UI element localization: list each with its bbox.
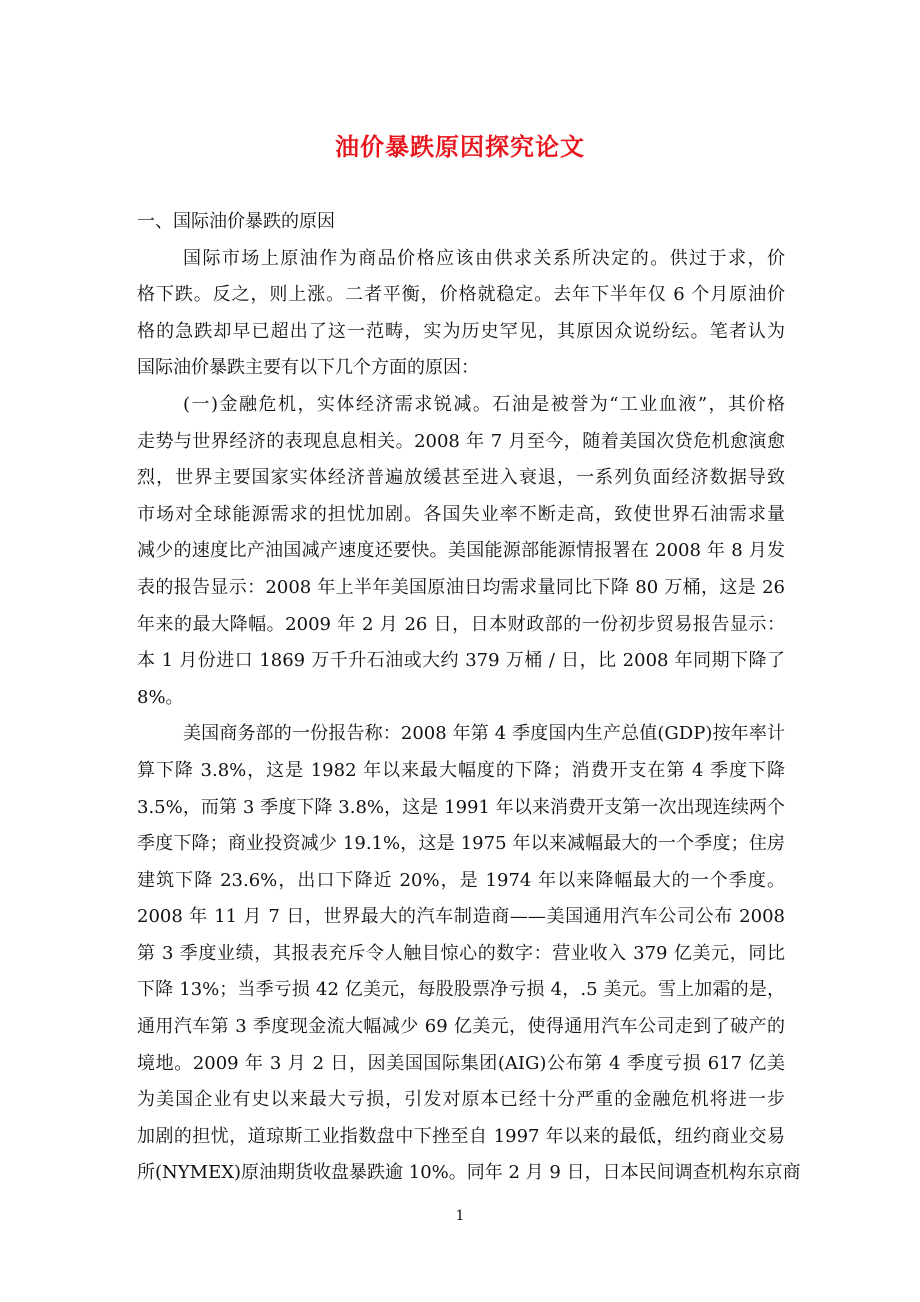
paragraph [137, 716, 801, 1192]
paragraph-line: 减少的速度比产油国减产速度还要快。美国能源部能源情报署在 2008 年 8 月发 [137, 540, 785, 562]
document-title: 油价暴跌原因探究论文 [335, 133, 585, 161]
paragraph-line: 格的急跌却早已超出了这一范畴，实为历史罕见，其原因众说纷纭。笔者认为 [137, 320, 785, 342]
paragraph-line: 季度下降；商业投资减少 19.1%，这是 1975 年以来减幅最大的一个季度；住房 [137, 833, 785, 855]
paragraph-line: 3.5%，而第 3 季度下降 3.8%，这是 1991 年以来消费开支第一次出现连续两个 [137, 796, 785, 818]
paragraph-line: 烈，世界主要国家实体经济普遍放缓甚至进入衰退，一系列负面经济数据导致 [137, 467, 785, 489]
paragraph-line: 加剧的担忧，道琼斯工业指数盘中下挫至自 1997 年以来的最低，纽约商业交易 [137, 1125, 785, 1147]
paragraph-line: 8%。 [137, 686, 184, 708]
document-body [137, 204, 801, 1192]
paragraph-line: 年来的最大降幅。2009 年 2 月 26 日，日本财政部的一份初步贸易报告显示： [137, 613, 785, 635]
paragraph-line: 第 3 季度业绩，其报表充斥令人触目惊心的数字：营业收入 379 亿美元，同比 [137, 942, 785, 964]
paragraph-line: 境地。2009 年 3 月 2 日，因美国国际集团(AIG)公布第 4 季度亏损 617 亿美 [137, 1052, 785, 1074]
paragraph-line: 国际油价暴跌主要有以下几个方面的原因： [137, 357, 479, 379]
paragraph-line: 市场对全球能源需求的担忧加剧。各国失业率不断走高，致使世界石油需求量 [137, 503, 785, 525]
paragraph-line: 下降 13%；当季亏损 42 亿美元，每股股票净亏损 4，.5 美元。雪上加霜的是， [137, 979, 785, 1001]
paragraph [137, 241, 785, 387]
paragraph [137, 387, 785, 716]
paragraph-line: 表的报告显示：2008 年上半年美国原油日均需求量同比下降 80 万桶，这是 26 [137, 576, 785, 598]
paragraphs [137, 241, 801, 1192]
section-heading: 一、国际油价暴跌的原因 [137, 211, 335, 232]
paragraph-line: 本 1 月份进口 1869 万千升石油或大约 379 万桶 / 日，比 2008 年同期下降了 [137, 650, 785, 672]
paragraph-line: 所(NYMEX)原油期货收盘暴跌逾 10%。同年 2 月 9 日，日本民间调查机构东京商 [137, 1162, 801, 1184]
paragraph-line: 通用汽车第 3 季度现金流大幅减少 69 亿美元，使得通用汽车公司走到了破产的 [137, 1016, 785, 1038]
paragraph-line: 格下跌。反之，则上涨。二者平衡，价格就稳定。去年下半年仅 6 个月原油价 [137, 284, 785, 306]
page-number: 1 [455, 1208, 465, 1224]
paragraph-line: (一)金融危机，实体经济需求锐减。石油是被誉为“工业血液”，其价格 [183, 393, 785, 415]
paragraph-line: 美国商务部的一份报告称：2008 年第 4 季度国内生产总值(GDP)按年率计 [183, 723, 785, 745]
paragraph-line: 走势与世界经济的表现息息相关。2008 年 7 月至今，随着美国次贷危机愈演愈 [137, 430, 785, 452]
paragraph-line: 建筑下降 23.6%，出口下降近 20%，是 1974 年以来降幅最大的一个季度。 [137, 869, 785, 891]
paragraph-line: 算下降 3.8%，这是 1982 年以来最大幅度的下降；消费开支在第 4 季度下降 [137, 759, 785, 781]
paragraph-line: 国际市场上原油作为商品价格应该由供求关系所决定的。供过于求，价 [183, 247, 785, 269]
paragraph-line: 为美国企业有史以来最大亏损，引发对原本已经十分严重的金融危机将进一步 [137, 1089, 785, 1111]
paragraph-line: 2008 年 11 月 7 日，世界最大的汽车制造商——美国通用汽车公司公布 2008 [137, 906, 785, 928]
